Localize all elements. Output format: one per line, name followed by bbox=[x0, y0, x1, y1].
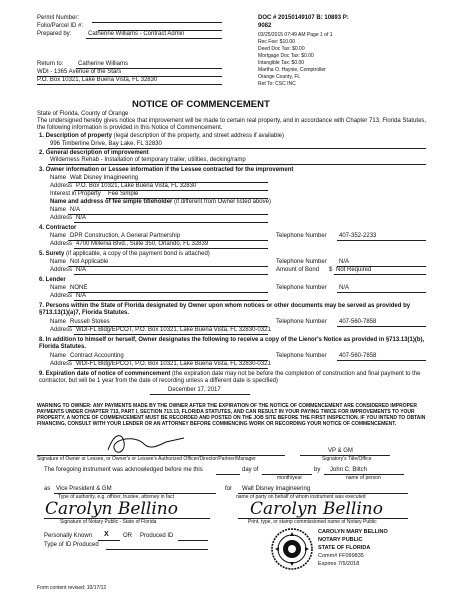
personally-known-label: Personally Known bbox=[44, 533, 93, 539]
notary-stamp-expires: Expires 7/5/2018 bbox=[318, 561, 360, 567]
ack-as-label: as bbox=[44, 486, 51, 492]
item-3-th-address-line bbox=[74, 222, 268, 223]
ack-month-caption: month/year bbox=[277, 475, 303, 481]
return-to-name: Catherine Williams bbox=[78, 61, 129, 67]
item-4-phone-line bbox=[337, 240, 426, 241]
warning-to-owner: WARNING TO OWNER: ANY PAYMENTS MADE BY THE OWNER AFTER THE EXPIRATION OF THE NOTICE OF COMMENCEMENT ARE CONSIDERED IMPROPER PAYMENTS UNDER CHAPTER 713, PART I, SECTION 713.13, FLORIDA STATUTES, AND CAN RESULT IN YOUR PAYING TWICE FOR IMPROVEMENTS TO YOUR PROPERTY. A NOTICE OF COMMENCEMENT MUST BE RECORDED AND POSTED ON THE JOB SITE BEFORE THE FIRST INSPECTION. IF YOU INTEND TO OBTAIN FINANCING, CONSULT WITH YOUR LENDER OR AN ATTORNEY BEFORE COMMENCING WORK OR RECORDING YOUR NOTICE OF COMMENCEMENT. bbox=[37, 403, 426, 427]
return-to-address-2: P.O. Box 10321, Lake Buena Vista, FL 32830 bbox=[37, 77, 158, 83]
item-4-name-label: Name bbox=[50, 233, 67, 239]
item-7-heading: 7. Persons within the State of Florida designated by Owner upon whom notices or other documents may be served as provided by §713.13(1)(a)7, Florida Statutes. bbox=[39, 303, 411, 316]
item-6-name-line bbox=[68, 292, 268, 293]
prepared-by-label: Prepared by: bbox=[37, 31, 72, 37]
item-8-address-value: WDI-FL Bldg/EPCOT, P.O. Box 10321, Lake Buena Vista, FL 32830-0321 bbox=[76, 361, 271, 367]
permit-number-label: Permit Number: bbox=[37, 15, 80, 21]
item-3-address-value: P.O. Box 10321, Lake Buena Vista, FL 32830 bbox=[76, 183, 197, 189]
item-4-name-value: DPR Construction, A General Partnership bbox=[70, 233, 181, 239]
return-to-line-3 bbox=[37, 84, 222, 85]
item-6-address-line bbox=[74, 300, 268, 301]
personally-known-mark: X bbox=[104, 531, 109, 538]
item-3-interest-label: Interest in Property bbox=[50, 191, 101, 197]
ack-text: The foregoing instrument was acknowledged before me this bbox=[44, 467, 203, 473]
ack-day-line bbox=[216, 474, 240, 475]
item-3-name-value: Walt Disney Imagineering bbox=[70, 175, 139, 181]
intangible-tax: Intangible Tax: $0.00 bbox=[258, 60, 305, 66]
item-4-address-value: 4700 Millenia Blvd., Suite 350, Orlando, FL 32839 bbox=[76, 241, 209, 247]
or-label: OR bbox=[123, 533, 132, 539]
owner-signature-scribble bbox=[100, 428, 195, 458]
item-5-heading: 5. Surety (if applicable, a copy of the payment bond is attached) bbox=[39, 251, 210, 257]
item-7-address-value: WDI-FL Bldg/EPCOT, P.O. Box 10321, Lake Buena Vista, FL 32830-0321 bbox=[76, 327, 271, 333]
item-5-name-value: Not Applicable bbox=[70, 259, 109, 265]
item-5-address-value: N/A bbox=[76, 267, 87, 273]
item-3-th-name-value: N/A bbox=[70, 207, 81, 213]
item-3-name-label: Name bbox=[50, 175, 67, 181]
item-8-name-value: Contract Accounting bbox=[70, 353, 124, 359]
item-3-address-line bbox=[74, 190, 268, 191]
item-7-name-label: Name bbox=[50, 319, 67, 325]
recording-date: 03/25/2015 07:49 AM Page 1 of 1 bbox=[258, 32, 333, 38]
item-3-th-address-value: N/A bbox=[76, 215, 87, 221]
folio-parcel-label: Folio/Parcel ID #: bbox=[37, 23, 84, 29]
item-3-th-name-line bbox=[68, 214, 268, 215]
item-3-interest-value: Fee Simple bbox=[108, 191, 139, 197]
item-6-name-label: Name bbox=[50, 285, 67, 291]
item-8-address-label: Address bbox=[50, 361, 73, 367]
item-8-heading: 8. In addition to himself or herself, Owner designates the following to receive a copy of the Lienor's Notice as provided in §713.13(1)(b), Florida Statutes. bbox=[39, 337, 425, 350]
ret-to: Ret To: CSC INC bbox=[258, 81, 296, 87]
item-9-heading: 9. Expiration date of notice of commencement (the expiration date may not be before the completion of construction and final payment to the contractor, but will be 1 year from the date of recording unless a different date is specified) bbox=[39, 371, 421, 384]
notary-print-caption: Print, type, or stamp commissioned name of Notary Public bbox=[248, 519, 377, 525]
item-3-address-label: Address bbox=[50, 183, 73, 189]
ack-authority-caption: Type of authority, e.g. officer, trustee, attorney in fact bbox=[58, 494, 174, 500]
item-7-phone-label: Telephone Number bbox=[276, 319, 327, 325]
item-6-name-value: NONE bbox=[70, 285, 88, 291]
form-revision-footer: Form content revised: 10/17/12 bbox=[37, 585, 107, 591]
item-4-address-label: Address bbox=[50, 241, 73, 247]
item-3-titleholder-heading: Name and address of fee simple titleholder (if different from Owner listed above) bbox=[50, 199, 271, 205]
item-8-phone-value: 407-560-7858 bbox=[339, 353, 377, 359]
deed-doc-tax: Deed Doc Tax: $0.00 bbox=[258, 46, 305, 52]
item-2-value: Wilderness Rehab - Installation of temporary trailer, utilities, decking/ramp bbox=[50, 157, 246, 163]
doc-number: DOC # 20150149107 B: 10893 P: bbox=[258, 15, 349, 21]
state-county: State of Florida, County of Orange bbox=[37, 111, 129, 117]
item-4-phone-value: 407-352-2233 bbox=[339, 233, 377, 239]
item-1-heading: 1. Description of property (legal description of the property, and street address if available) bbox=[39, 133, 284, 139]
produced-id-label: Produced ID bbox=[140, 533, 174, 539]
item-1-value: 996 Timberline Drive, Bay Lake, FL 32830 bbox=[50, 141, 162, 147]
item-6-heading: 6. Lender bbox=[39, 277, 66, 283]
item-5-bond-value: Not Required bbox=[336, 267, 372, 273]
item-4-heading: 4. Contractor bbox=[39, 225, 77, 231]
mortgage-doc-tax: Mortgage Doc Tax: $0.00 bbox=[258, 53, 314, 59]
item-5-name-line bbox=[68, 266, 268, 267]
notary-seal-icon bbox=[270, 527, 314, 571]
notary-stamp-title: NOTARY PUBLIC bbox=[318, 537, 363, 543]
item-2-line bbox=[48, 164, 426, 165]
produced-id-line bbox=[178, 540, 208, 541]
item-7-address-label: Address bbox=[50, 327, 73, 333]
item-7-name-value: Russell Stokes bbox=[70, 319, 110, 325]
ack-name-caption: name of person bbox=[346, 475, 381, 481]
item-3-th-name-label: Name bbox=[50, 207, 67, 213]
item-5-bond-line bbox=[334, 274, 426, 275]
doc-page: 9082 bbox=[258, 23, 272, 29]
return-to-label: Return to: bbox=[37, 61, 64, 67]
item-5-name-label: Name bbox=[50, 259, 67, 265]
notary-stamp-commission: Comm# FF099835 bbox=[318, 553, 364, 559]
personally-known-line bbox=[98, 540, 120, 541]
item-4-phone-label: Telephone Number bbox=[276, 233, 327, 239]
item-6-phone-line bbox=[337, 292, 426, 293]
item-7-phone-value: 407-560-7858 bbox=[339, 319, 377, 325]
ack-by-value: John C. Blitch bbox=[330, 467, 368, 473]
owner-signature-caption: Signature of Owner or Lessee, or Owner's or Lessee's Authorized Officer/Director/Partner/Manager bbox=[37, 456, 256, 462]
item-8-phone-line bbox=[337, 360, 426, 361]
ack-for-label: for bbox=[225, 486, 233, 492]
item-6-phone-value: N/A bbox=[339, 285, 350, 291]
item-6-phone-label: Telephone Number bbox=[276, 285, 327, 291]
notary-signature-caption: Signature of Notary Public - State of Florida bbox=[60, 519, 157, 525]
type-id-line bbox=[106, 549, 208, 550]
document-title: NOTICE OF COMMENCEMENT bbox=[132, 99, 270, 110]
notary-stamp-state: STATE OF FLORIDA bbox=[318, 545, 371, 551]
item-8-address-line bbox=[74, 368, 268, 369]
item-5-bond-symbol: $ bbox=[329, 267, 333, 273]
item-3-heading: 3. Owner information or Lessee information if the Lessee contracted for the improvement bbox=[39, 167, 294, 173]
prepared-by-value: Catherine Williams - Contract Admin bbox=[88, 31, 185, 37]
item-1-line bbox=[48, 148, 426, 149]
item-5-address-line bbox=[74, 274, 268, 275]
item-8-name-label: Name bbox=[50, 353, 67, 359]
ack-party-caption: name of party on behalf of whom instrument was executed bbox=[236, 494, 366, 500]
ack-by-label: by bbox=[314, 467, 321, 473]
signatory-title-value: VP & GM bbox=[328, 448, 353, 454]
county: Orange County, FL bbox=[258, 74, 301, 80]
type-id-label: Type of ID Produced bbox=[44, 542, 99, 548]
item-3-th-address-label: Address bbox=[50, 215, 73, 221]
ack-day-label: day of bbox=[242, 467, 259, 473]
item-7-address-line bbox=[74, 334, 268, 335]
item-5-phone-label: Telephone Number bbox=[276, 259, 327, 265]
ack-as-value: Vice President & GM bbox=[56, 486, 112, 492]
intro-paragraph: The undersigned hereby gives notice that improvement will be made to certain real property, and in accordance with Chapter 713, Florida Statutes, the following information is provided in this Notice of Commencement. bbox=[37, 118, 427, 131]
notary-signature: Carolyn Bellino bbox=[45, 499, 178, 519]
notary-stamp-name: CAROLYN MARY BELLINO bbox=[318, 529, 388, 535]
notary-printed-name: Carolyn Bellino bbox=[250, 499, 383, 519]
item-4-address-line bbox=[74, 248, 268, 249]
rec-fee: Rec Fee: $10.00 bbox=[258, 39, 295, 45]
item-6-address-label: Address bbox=[50, 293, 73, 299]
return-to-address-1: WDI - 1365 Avenue of the Stars bbox=[37, 69, 122, 75]
item-8-phone-label: Telephone Number bbox=[276, 353, 327, 359]
signatory-title-caption: Signatory's Title/Office bbox=[322, 456, 372, 462]
item-2-heading: 2. General description of improvement bbox=[39, 150, 149, 156]
item-9-line bbox=[150, 394, 250, 395]
item-5-address-label: Address bbox=[50, 267, 73, 273]
item-7-phone-line bbox=[337, 326, 426, 327]
item-9-value: December 17, 2017 bbox=[168, 387, 221, 393]
item-5-bond-label: Amount of Bond bbox=[276, 267, 320, 273]
comptroller: Martha O. Haynie, Comptroller bbox=[258, 67, 326, 73]
item-6-address-value: N/A bbox=[76, 293, 87, 299]
permit-number-line bbox=[92, 22, 222, 23]
item-5-phone-value: N/A bbox=[339, 259, 350, 265]
ack-for-value: Walt Disney Imagineering bbox=[242, 486, 311, 492]
prepared-by-line bbox=[86, 38, 222, 39]
